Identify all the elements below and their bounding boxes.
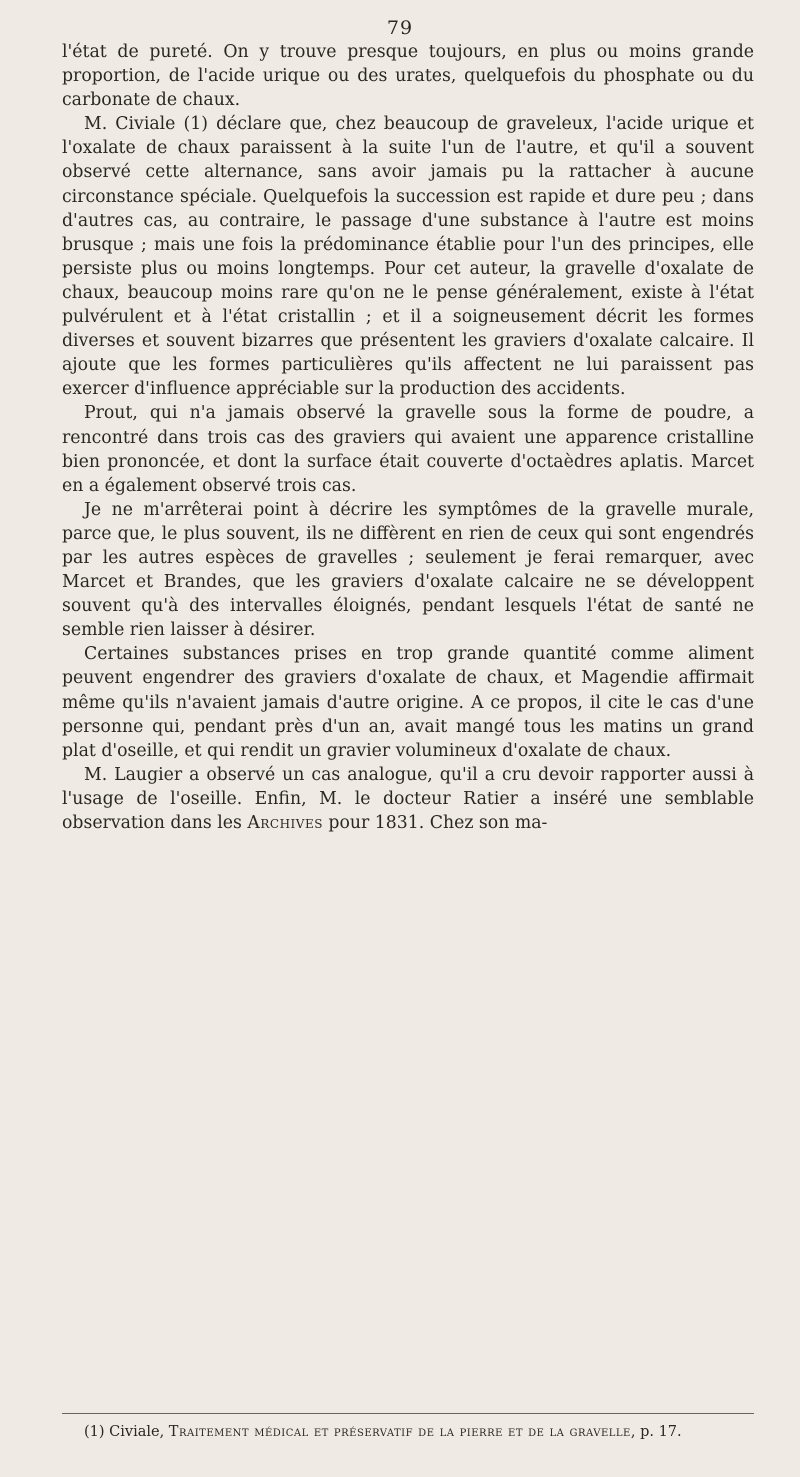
footnote-prefix: (1) Civiale, xyxy=(84,1424,169,1440)
paragraph-1: l'état de pureté. On y trouve presque toujours, en plus ou moins grande proportion, de l'acide urique ou des urates, quelquefois du phosphate ou du carbonate de chaux. xyxy=(62,42,754,111)
footnote xyxy=(62,1422,754,1443)
paragraph-6-text-start: M. Laugier a observé un cas analogue, qu'il a cru devoir rapporter aussi à l'usage de l'oseille. Enfin, M. le docteur Ratier a inséré une semblable observation dans les xyxy=(62,764,754,833)
footnote-suffix: , p. 17. xyxy=(630,1424,682,1440)
paragraph-5: Certaines substances prises en trop grande quantité comme aliment peuvent engendrer des graviers d'oxalate de chaux, et Magendie affirmait même qu'ils n'avaient jamais d'autre origine. A ce propos, il cite le cas d'une personne qui, pendant près d'un an, avait mangé tous les matins un grand plat d'oseille, et qui rendit un gravier volumineux d'oxalate de chaux. xyxy=(62,644,754,761)
footnote-book-title: Traitement médical et préservatif de la pierre et de la gravelle xyxy=(168,1424,631,1440)
footnote-rule xyxy=(62,1413,754,1414)
body-text xyxy=(62,40,754,835)
paragraph-6 xyxy=(62,763,754,835)
paragraph-3: Prout, qui n'a jamais observé la gravelle sous la forme de poudre, a rencontré dans trois cas des graviers qui avaient une apparence cristalline bien prononcée, et dont la surface était couverte d'octaèdres aplatis. Marcet en a également observé trois cas. xyxy=(62,403,754,496)
archives-title: Archives xyxy=(247,813,323,833)
page-number: 79 xyxy=(386,17,414,39)
paragraph-6-text-end: pour 1831. Chez son ma- xyxy=(322,813,548,833)
paragraph-2: M. Civiale (1) déclare que, chez beaucoup de graveleux, l'acide urique et l'oxalate de chaux paraissent à la suite l'un de l'autre, et qu'il a souvent observé cette alternance, sans avoir jamais pu la rattacher à aucune circonstance spéciale. Quelquefois la succession est rapide et dure peu ; dans d'autres cas, au contraire, le passage d'une substance à l'autre est moins brusque ; mais une fois la prédominance établie pour l'un des principes, elle persiste plus ou moins longtemps. Pour cet auteur, la gravelle d'oxalate de chaux, beaucoup moins rare qu'on ne le pense généralement, existe à l'état pulvérulent et à l'état cristallin ; et il a soigneusement décrit les formes diverses et souvent bizarres que présentent les graviers d'oxalate calcaire. Il ajoute que les formes particulières qu'ils affectent ne lui paraissent pas exercer d'influence appréciable sur la production des accidents. xyxy=(62,114,754,400)
paragraph-4: Je ne m'arrêterai point à décrire les symptômes de la gravelle murale, parce que, le plus souvent, ils ne diffèrent en rien de ceux qui sont engendrés par les autres espèces de gravelles ; seulement je ferai remarquer, avec Marcet et Brandes, que les graviers d'oxalate calcaire ne se développent souvent qu'à des intervalles éloignés, pendant lesquels l'état de santé ne semble rien laisser à désirer. xyxy=(62,499,754,641)
